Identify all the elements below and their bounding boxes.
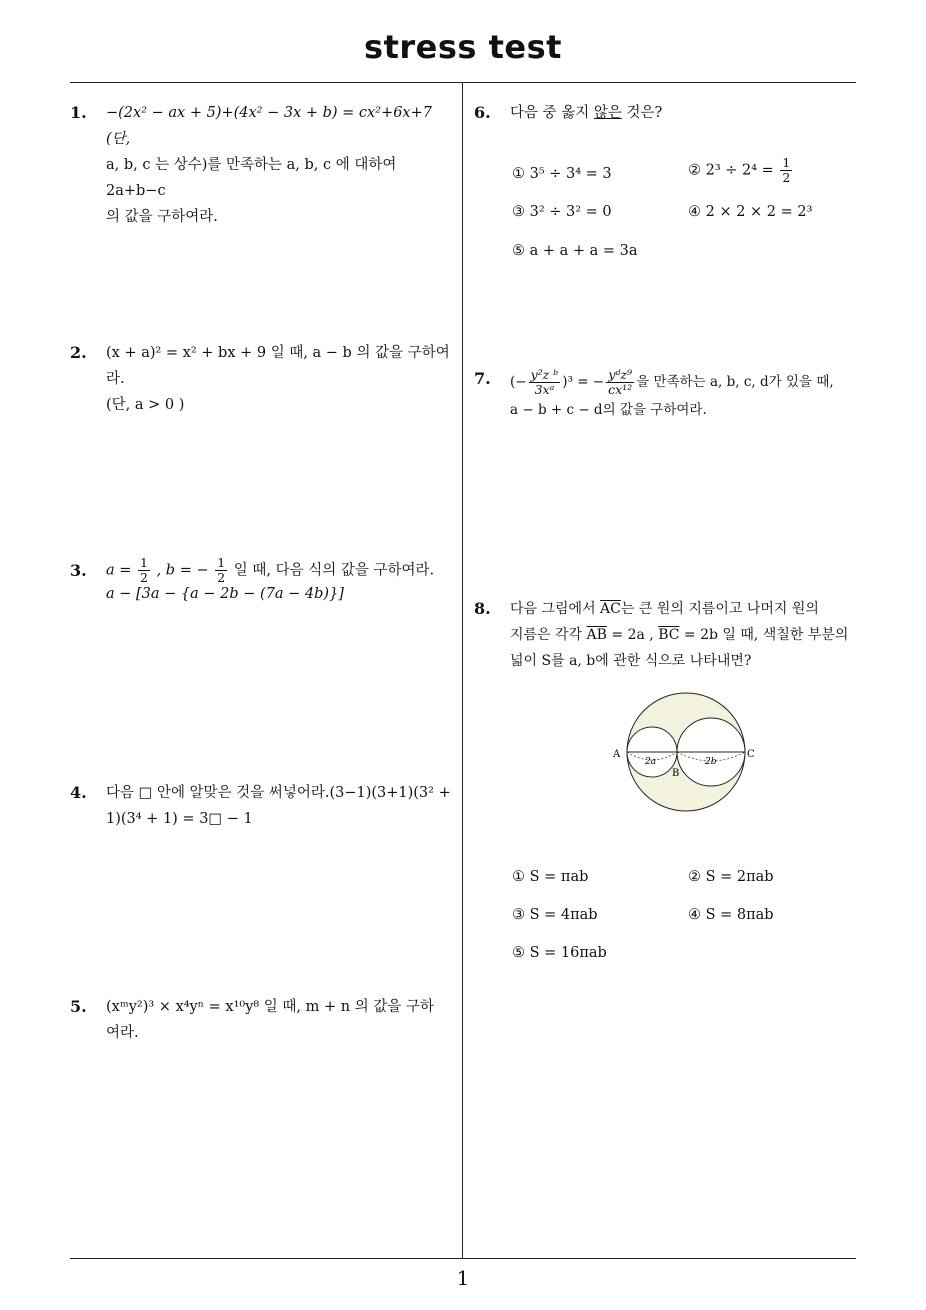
question-number: 6. [474,103,491,122]
question-text: 다음 중 옳지 [510,105,594,121]
circles-figure [606,690,766,820]
choice-3[interactable]: ③ 3² ÷ 3² = 0 [512,204,612,220]
question-text: a − [3a − {a − 2b − (7a − 4b)}] [106,586,344,602]
choice-1[interactable]: ① 3⁵ ÷ 3⁴ = 3 [512,166,612,182]
question-text: = 2a , [606,627,659,643]
question-text: (− [510,374,527,390]
fraction: $\frac{1}{2}$ [217,555,226,585]
question-text: = 2b 일 때, 색칠한 부분의 [679,627,849,643]
question-text: 여라. [106,1025,139,1041]
choice-2[interactable]: ② S = 2πab [688,869,774,885]
label-2a: 2a [645,757,657,767]
question-text: (x + a)² = x² + bx + 9 일 때, a − b 의 값을 구하여라. [106,345,450,387]
fraction: $\frac{\text{y²z ᵇ}}{\text{3xᵃ}}$ [530,367,559,397]
question-text: a − b + c − d의 값을 구하여라. [510,402,707,418]
label-b: B [672,768,680,779]
question-number: 8. [474,599,491,618]
question-number: 3. [70,561,87,580]
question-text: 지름은 각각 [510,627,587,643]
choice-5[interactable]: ⑤ S = 16πab [512,945,607,961]
choice-4[interactable]: ④ 2 × 2 × 2 = 2³ [688,204,813,220]
question-text: 의 값을 구하여라. [106,209,218,225]
question-number: 4. [70,783,87,802]
label-a: A [613,749,621,760]
question-text: , b = − [156,562,209,579]
question-text: 다음 □ 안에 알맞은 것을 써넣어라.(3−1)(3+1)(3² + [106,785,451,801]
question-text: )³ = − [562,374,605,390]
question-text: 것은? [621,105,663,121]
segment-label: $\overline{BC}$ [658,627,680,643]
choice-3[interactable]: ③ S = 4πab [512,907,598,923]
question-text: 1)(3⁴ + 1) = 3□ − 1 [106,811,253,827]
question-text: (단, a > 0 ) [106,397,185,413]
question-text: a, b, c 는 상수)를 만족하는 a, b, c 에 대하여 2a+b−c [106,157,397,199]
label-2b: 2b [705,757,717,767]
fraction: $\frac{1}{2}$ [140,555,148,585]
choice-5[interactable]: ⑤ a + a + a = 3a [512,243,638,259]
question-text: (xᵐy²)³ × x⁴yⁿ = x¹⁰y⁸ 일 때, m + n 의 값을 구하 [106,999,434,1015]
label-c: C [747,749,755,760]
choice-2[interactable] [688,156,794,185]
question-text: 을 만족하는 a, b, c, d가 있을 때, [636,374,834,390]
top-rule [70,82,856,83]
question-number: 2. [70,343,87,362]
question-number: 7. [474,369,491,388]
question-text-emphasis: 않은 [593,105,622,121]
page-number: 1 [456,1266,470,1290]
choice-4[interactable]: ④ S = 8πab [688,907,774,923]
fraction: $\frac{\text{yᵈz⁹}}{\text{cx¹²}}$ [608,367,633,397]
choice-text: ② 2³ ÷ 2⁴ = [688,162,774,179]
question-text: 다음 그림에서 [510,601,601,617]
question-text: −(2x² − ax + 5)+(4x² − 3x + b) = cx²+6x+7 (단, [106,105,432,147]
question-text: 넓이 S를 a, b에 관한 식으로 나타내면? [510,653,752,669]
question-text: 일 때, 다음 식의 값을 구하여라. [233,562,435,579]
segment-label: $\overline{AB}$ [586,627,607,643]
question-number: 1. [70,103,87,122]
fraction: $\frac{1}{2}$ [782,155,791,185]
question-text: 는 큰 원의 지름이고 나머지 원의 [620,601,819,617]
question-text: a = [106,562,132,579]
bottom-rule [70,1258,856,1259]
question-number: 5. [70,997,87,1016]
choice-1[interactable]: ① S = πab [512,869,589,885]
page-title: stress test [364,28,562,66]
segment-label: $\overline{AC}$ [600,601,621,617]
column-divider [462,82,463,1258]
